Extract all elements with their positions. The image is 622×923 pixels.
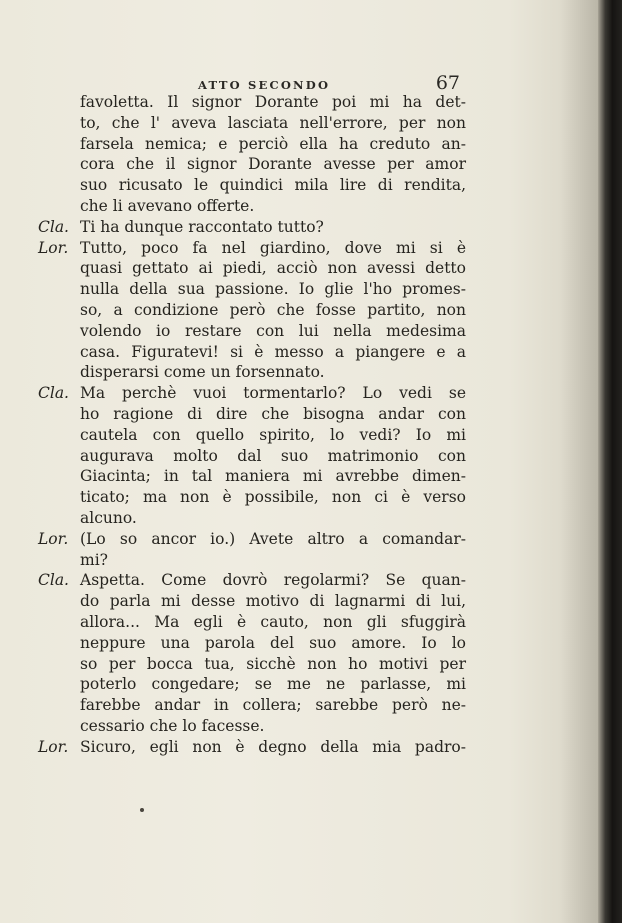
line-text: favoletta. Il signor Dorante poi mi ha det-: [80, 93, 466, 111]
text-line: [60, 591, 466, 612]
line-text: casa. Figuratevi! si è messo a piangere e a: [80, 342, 466, 361]
line-text: cessario che lo facesse.: [80, 716, 265, 735]
text-line: [60, 612, 466, 633]
text-line: [60, 342, 466, 363]
text-line: [60, 654, 466, 675]
line-text: allora... Ma egli è cauto, non gli sfuggirà: [80, 612, 466, 631]
line-text: augurava molto dal suo matrimonio con: [80, 446, 466, 465]
text-line: [60, 154, 466, 175]
line-text: (Lo so ancor io.) Avete altro a comandar-: [80, 529, 466, 548]
text-line: Lor. Sicuro, egli non è degno della mia padro-: [38, 737, 466, 756]
text-line: [60, 446, 466, 467]
gutter-shadow: [560, 0, 598, 923]
text-line: [60, 487, 466, 508]
line-text: mi?: [80, 550, 108, 569]
text-line: [60, 362, 466, 383]
text-line: [60, 404, 466, 425]
text-line: [60, 92, 466, 113]
text-line: [60, 175, 466, 196]
line-text: che li avevano offerte.: [80, 196, 255, 215]
line-text: poterlo congedare; se me ne parlasse, mi: [80, 675, 466, 694]
text-line: [60, 196, 466, 217]
line-text: do parla mi desse motivo di lagnarmi di lui,: [80, 592, 466, 611]
line-text: ticato; ma non è possibile, non ci è verso: [80, 488, 466, 507]
line-text: neppure una parola del suo amore. Io lo: [80, 633, 466, 652]
text-line: Lor. Tutto, poco fa nel giardino, dove mi si è: [38, 238, 466, 257]
page-number: 67: [435, 72, 460, 94]
text-line: [60, 508, 466, 529]
line-text: ho ragione di dire che bisogna andar con: [80, 404, 466, 423]
line-text: quasi gettato ai piedi, acciò non avessi detto: [80, 259, 466, 278]
text-line: [60, 279, 466, 300]
text-line: [60, 258, 466, 279]
text-line: [60, 716, 466, 737]
line-text: disperarsi come un forsennato.: [80, 363, 325, 382]
text-line: [60, 321, 466, 342]
running-title: ATTO SECONDO: [198, 78, 331, 92]
text-line: Cla. Ma perchè vuoi tormentarlo? Lo vedi se: [38, 384, 466, 403]
line-text: cora che il signor Dorante avesse per amor: [80, 155, 466, 174]
line-text: cautela con quello spirito, lo vedi? Io mi: [80, 425, 466, 444]
text-line: [60, 466, 466, 487]
line-text: farsela nemica; e perciò ella ha creduto an-: [80, 134, 466, 153]
line-text: nulla della sua passione. Io glie l'ho promes-: [80, 280, 466, 299]
page-text: [38, 92, 466, 758]
line-text: Tutto, poco fa nel giardino, dove mi si è: [80, 238, 466, 257]
text-line: [60, 113, 466, 134]
line-text: Ti ha dunque raccontato tutto?: [80, 217, 324, 236]
text-line: Cla. Ti ha dunque raccontato tutto?: [38, 217, 324, 236]
line-text: volendo io restare con lui nella medesima: [80, 321, 466, 340]
line-text: Sicuro, egli non è degno della mia padro-: [80, 737, 466, 756]
line-text: to, che l' aveva lasciata nell'errore, per non: [80, 113, 466, 132]
text-line: [60, 674, 466, 695]
line-text: so per bocca tua, sicchè non ho motivi per: [80, 654, 466, 673]
line-text: Aspetta. Come dovrò regolarmi? Se quan-: [80, 571, 466, 590]
text-line: [60, 633, 466, 654]
text-line: [60, 134, 466, 155]
book-spine: [598, 0, 622, 923]
text-line: [60, 300, 466, 321]
line-text: Giacinta; in tal maniera mi avrebbe dimen-: [80, 467, 466, 486]
text-line: [60, 425, 466, 446]
text-line: [60, 695, 466, 716]
text-line: Lor. (Lo so ancor io.) Avete altro a comandar-: [38, 529, 466, 548]
text-line: Cla. Aspetta. Come dovrò regolarmi? Se quan-: [38, 571, 466, 590]
line-text: alcuno.: [80, 508, 137, 527]
line-text: suo ricusato le quindici mila lire di rendita,: [80, 176, 466, 195]
line-text: farebbe andar in collera; sarebbe però ne-: [80, 696, 466, 715]
ink-speck: [140, 808, 144, 812]
line-text: so, a condizione però che fosse partito, non: [80, 300, 466, 319]
text-line: [60, 550, 466, 571]
line-text: Ma perchè vuoi tormentarlo? Lo vedi se: [80, 384, 466, 403]
